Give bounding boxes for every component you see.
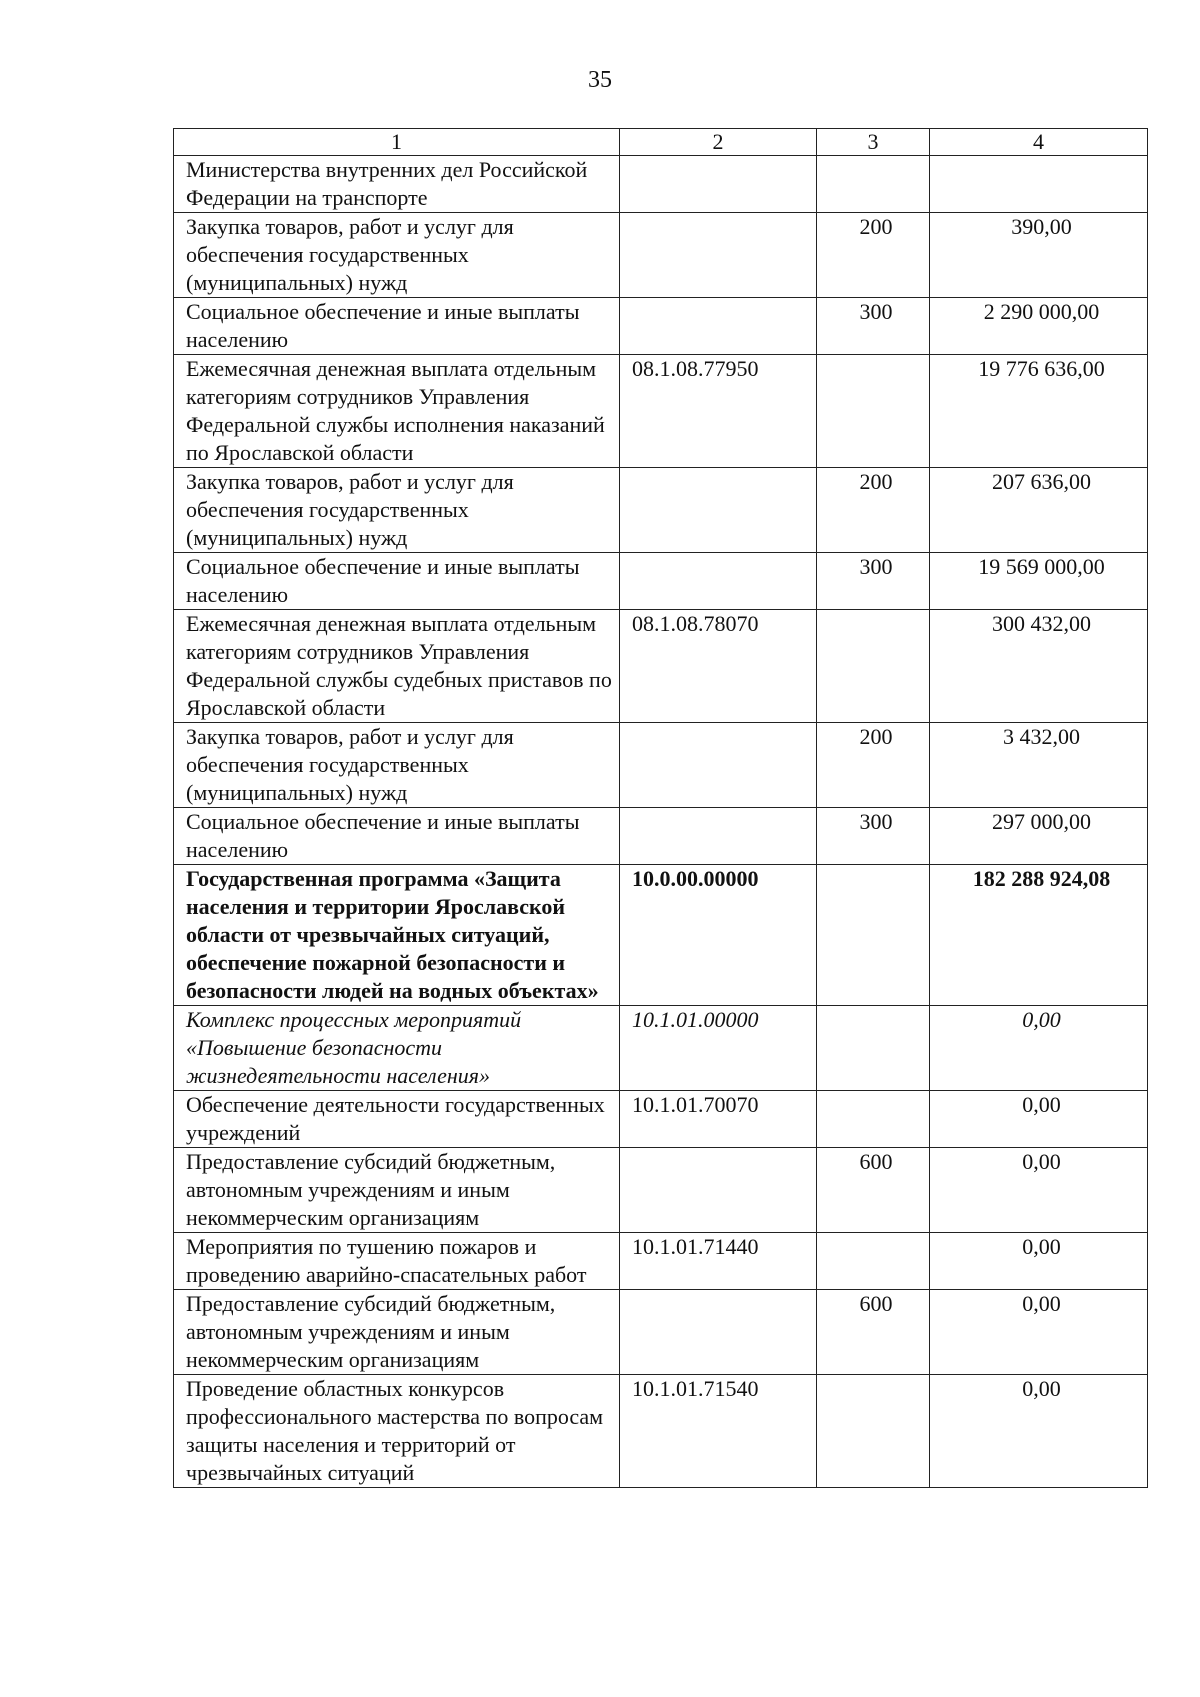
- expense-type-cell: [817, 865, 930, 1006]
- table-row: [174, 1290, 1148, 1375]
- target-code-cell: [620, 468, 817, 553]
- target-code-cell: 10.0.00.00000: [620, 865, 817, 1006]
- table-row: [174, 1006, 1148, 1091]
- table-row: [174, 1091, 1148, 1148]
- column-header-2: 2: [620, 129, 817, 156]
- amount-cell: 19 569 000,00: [930, 553, 1148, 610]
- amount-cell: 207 636,00: [930, 468, 1148, 553]
- amount-cell: 0,00: [930, 1290, 1148, 1375]
- amount-cell: 0,00: [930, 1375, 1148, 1488]
- table-row: [174, 553, 1148, 610]
- expense-type-cell: 600: [817, 1290, 930, 1375]
- target-code-cell: [620, 1148, 817, 1233]
- item-name-cell: Ежемесячная денежная выплата отдельным категориям сотрудников Управления Федеральной службы исполнения наказаний по Ярославской области: [174, 355, 620, 468]
- expense-type-cell: 300: [817, 553, 930, 610]
- table-row: [174, 468, 1148, 553]
- table-row: [174, 808, 1148, 865]
- expense-type-cell: [817, 1375, 930, 1488]
- expense-type-cell: [817, 355, 930, 468]
- amount-cell: 300 432,00: [930, 610, 1148, 723]
- target-code-cell: [620, 1290, 817, 1375]
- table-row: [174, 156, 1148, 213]
- item-name-cell: Социальное обеспечение и иные выплаты населению: [174, 808, 620, 865]
- item-name-cell: Обеспечение деятельности государственных учреждений: [174, 1091, 620, 1148]
- target-code-cell: 10.1.01.70070: [620, 1091, 817, 1148]
- target-code-cell: [620, 298, 817, 355]
- expense-type-cell: [817, 156, 930, 213]
- item-name-cell: Социальное обеспечение и иные выплаты населению: [174, 298, 620, 355]
- table-row: [174, 1233, 1148, 1290]
- column-header-1: 1: [174, 129, 620, 156]
- item-name-cell: Закупка товаров, работ и услуг для обеспечения государственных (муниципальных) нужд: [174, 213, 620, 298]
- table-row: [174, 610, 1148, 723]
- column-header-3: 3: [817, 129, 930, 156]
- expense-type-cell: 300: [817, 298, 930, 355]
- expense-type-cell: [817, 1233, 930, 1290]
- amount-cell: 0,00: [930, 1148, 1148, 1233]
- amount-cell: 0,00: [930, 1006, 1148, 1091]
- expense-type-cell: [817, 1006, 930, 1091]
- target-code-cell: 08.1.08.78070: [620, 610, 817, 723]
- amount-cell: 3 432,00: [930, 723, 1148, 808]
- target-code-cell: [620, 156, 817, 213]
- amount-cell: 2 290 000,00: [930, 298, 1148, 355]
- item-name-cell: Государственная программа «Защита населения и территории Ярославской области от чрезвычайных ситуаций, обеспечение пожарной безопасности и безопасности людей на водных объектах»: [174, 865, 620, 1006]
- budget-table: [173, 128, 1148, 1488]
- item-name-cell: Мероприятия по тушению пожаров и проведению аварийно-спасательных работ: [174, 1233, 620, 1290]
- table-row: [174, 865, 1148, 1006]
- table-row: [174, 213, 1148, 298]
- target-code-cell: 08.1.08.77950: [620, 355, 817, 468]
- expense-type-cell: [817, 610, 930, 723]
- column-header-4: 4: [930, 129, 1148, 156]
- target-code-cell: 10.1.01.71540: [620, 1375, 817, 1488]
- budget-table-body: [174, 129, 1148, 1488]
- item-name-cell: Закупка товаров, работ и услуг для обеспечения государственных (муниципальных) нужд: [174, 468, 620, 553]
- expense-type-cell: 200: [817, 723, 930, 808]
- page-number: 35: [588, 67, 612, 93]
- amount-cell: 182 288 924,08: [930, 865, 1148, 1006]
- table-row: [174, 355, 1148, 468]
- item-name-cell: Предоставление субсидий бюджетным, автономным учреждениям и иным некоммерческим организациям: [174, 1290, 620, 1375]
- table-row: [174, 1148, 1148, 1233]
- item-name-cell: Ежемесячная денежная выплата отдельным категориям сотрудников Управления Федеральной службы судебных приставов по Ярославской области: [174, 610, 620, 723]
- expense-type-cell: 600: [817, 1148, 930, 1233]
- target-code-cell: [620, 723, 817, 808]
- item-name-cell: Комплекс процессных мероприятий «Повышение безопасности жизнедеятельности населения»: [174, 1006, 620, 1091]
- amount-cell: 19 776 636,00: [930, 355, 1148, 468]
- amount-cell: 0,00: [930, 1233, 1148, 1290]
- amount-cell: 0,00: [930, 1091, 1148, 1148]
- target-code-cell: 10.1.01.71440: [620, 1233, 817, 1290]
- target-code-cell: [620, 213, 817, 298]
- amount-cell: 297 000,00: [930, 808, 1148, 865]
- item-name-cell: Предоставление субсидий бюджетным, автономным учреждениям и иным некоммерческим организациям: [174, 1148, 620, 1233]
- target-code-cell: [620, 553, 817, 610]
- table-row: [174, 298, 1148, 355]
- item-name-cell: Социальное обеспечение и иные выплаты населению: [174, 553, 620, 610]
- expense-type-cell: 200: [817, 213, 930, 298]
- target-code-cell: [620, 808, 817, 865]
- item-name-cell: Министерства внутренних дел Российской Федерации на транспорте: [174, 156, 620, 213]
- target-code-cell: 10.1.01.00000: [620, 1006, 817, 1091]
- expense-type-cell: [817, 1091, 930, 1148]
- expense-type-cell: 200: [817, 468, 930, 553]
- amount-cell: [930, 156, 1148, 213]
- table-header-row: [174, 129, 1148, 156]
- item-name-cell: Проведение областных конкурсов профессионального мастерства по вопросам защиты населения и территорий от чрезвычайных ситуаций: [174, 1375, 620, 1488]
- item-name-cell: Закупка товаров, работ и услуг для обеспечения государственных (муниципальных) нужд: [174, 723, 620, 808]
- amount-cell: 390,00: [930, 213, 1148, 298]
- table-row: [174, 723, 1148, 808]
- table-row: [174, 1375, 1148, 1488]
- expense-type-cell: 300: [817, 808, 930, 865]
